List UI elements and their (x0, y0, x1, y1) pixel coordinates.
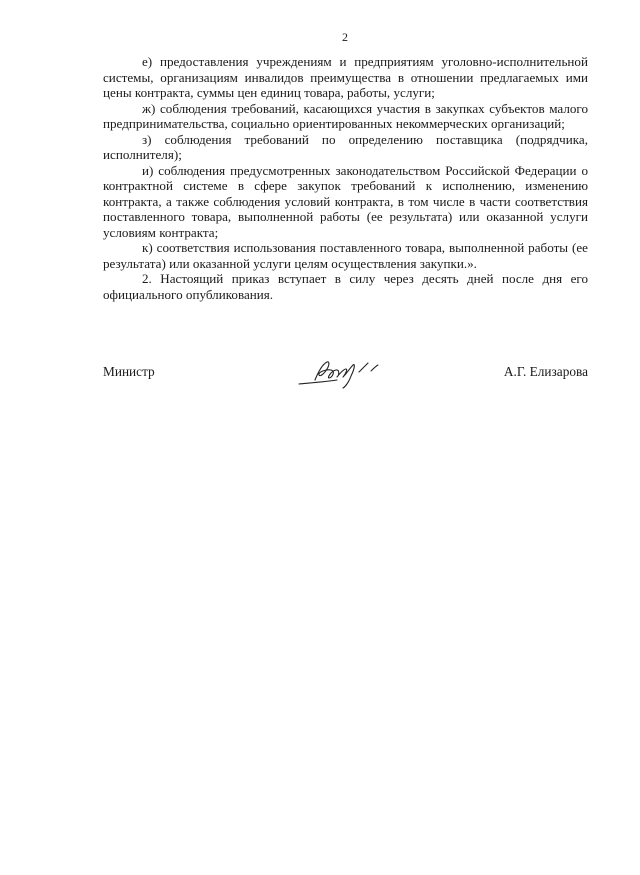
handwritten-signature-icon (293, 356, 393, 390)
signatory-title: Министр (103, 364, 155, 379)
paragraph-effective-date: 2. Настоящий приказ вступает в силу через десять дней после дня его официального опубликования. (103, 271, 588, 302)
paragraph-item-z: з) соблюдения требований по определению поставщика (подрядчика, исполнителя); (103, 131, 588, 162)
paragraph-item-k: к) соответствия использования поставленного товара, выполненной работы (ее результата) или оказанной услуги целям осуществления закупки.». (103, 240, 588, 271)
paragraph-item-e: е) предоставления учреждениям и предприятиям уголовно-исполнительной системы, организациям инвалидов преимущества в отношении предлагаемых ими цены контракта, суммы цен единиц товара, работы, услуги; (103, 54, 588, 100)
paragraph-item-zh: ж) соблюдения требований, касающихся участия в закупках субъектов малого предпринимательства, социально ориентированных некоммерческих организаций; (103, 100, 588, 131)
signatory-name: А.Г. Елизарова (503, 364, 588, 379)
document-body (103, 54, 588, 302)
page-number: 2 (342, 30, 348, 44)
signature-block (103, 364, 588, 404)
paragraph-item-i: и) соблюдения предусмотренных законодательством Российской Федерации о контрактной системе в сфере закупок требований к исполнению, изменению контракта, а также соблюдения условий контракта, в том числе в части соответствия поставленного товара, выполненной работы (ее результата) или оказанной услуги условиям контракта; (103, 162, 588, 240)
